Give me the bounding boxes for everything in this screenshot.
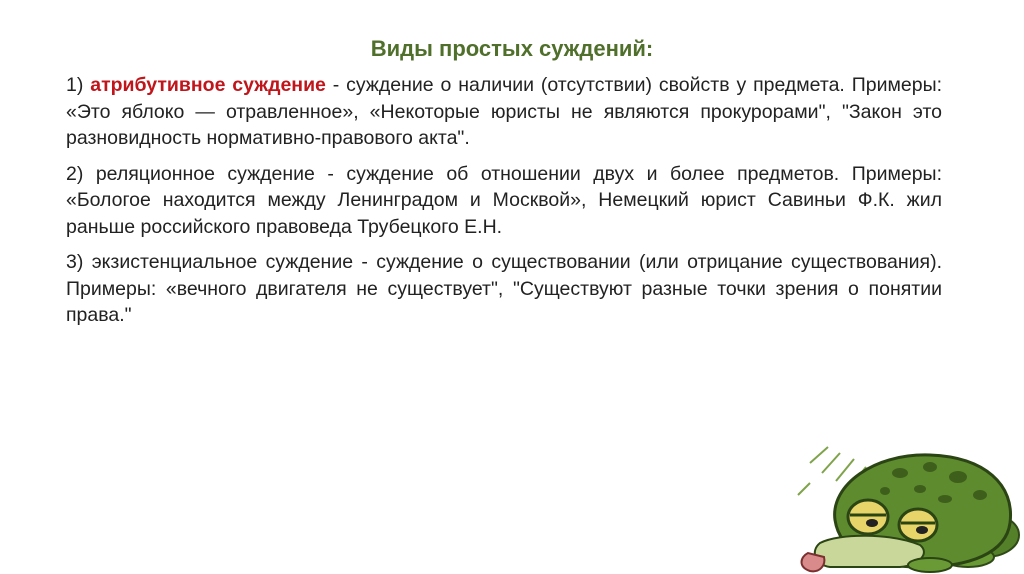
tongue [802,553,825,571]
slide-title: Виды простых суждений: [370,36,654,61]
paragraph-existential: 3) экзистенциальное суждение - суждение о существовании (или отрицание существования). Примеры: «вечного двигателя не существует", "Существуют разные точки зрения о понятии права." [66,251,942,326]
paragraph-prefix: 1) [66,74,91,96]
paragraph-attributive [66,72,942,152]
highlighted-term: атрибутивное суждение [90,74,326,96]
paragraph-text: - суждение о наличии (отсутствии) свойств у предмета. Примеры: «Это яблоко — отравленное», «Некоторые юристы не являются прокурорами", "Закон это разновидность нормативно-правового акта". [66,74,942,149]
paragraph-relational: 2) реляционное суждение - суждение об отношении двух и более предметов. Примеры: «Бологое находится между Ленинградом и Москвой», Немецкий юрист Савиньи Ф.К. жил раньше российского правоведа Трубецкого Е.Н. [66,162,942,238]
frog-illustration [780,425,1024,574]
slide-body [66,72,942,338]
